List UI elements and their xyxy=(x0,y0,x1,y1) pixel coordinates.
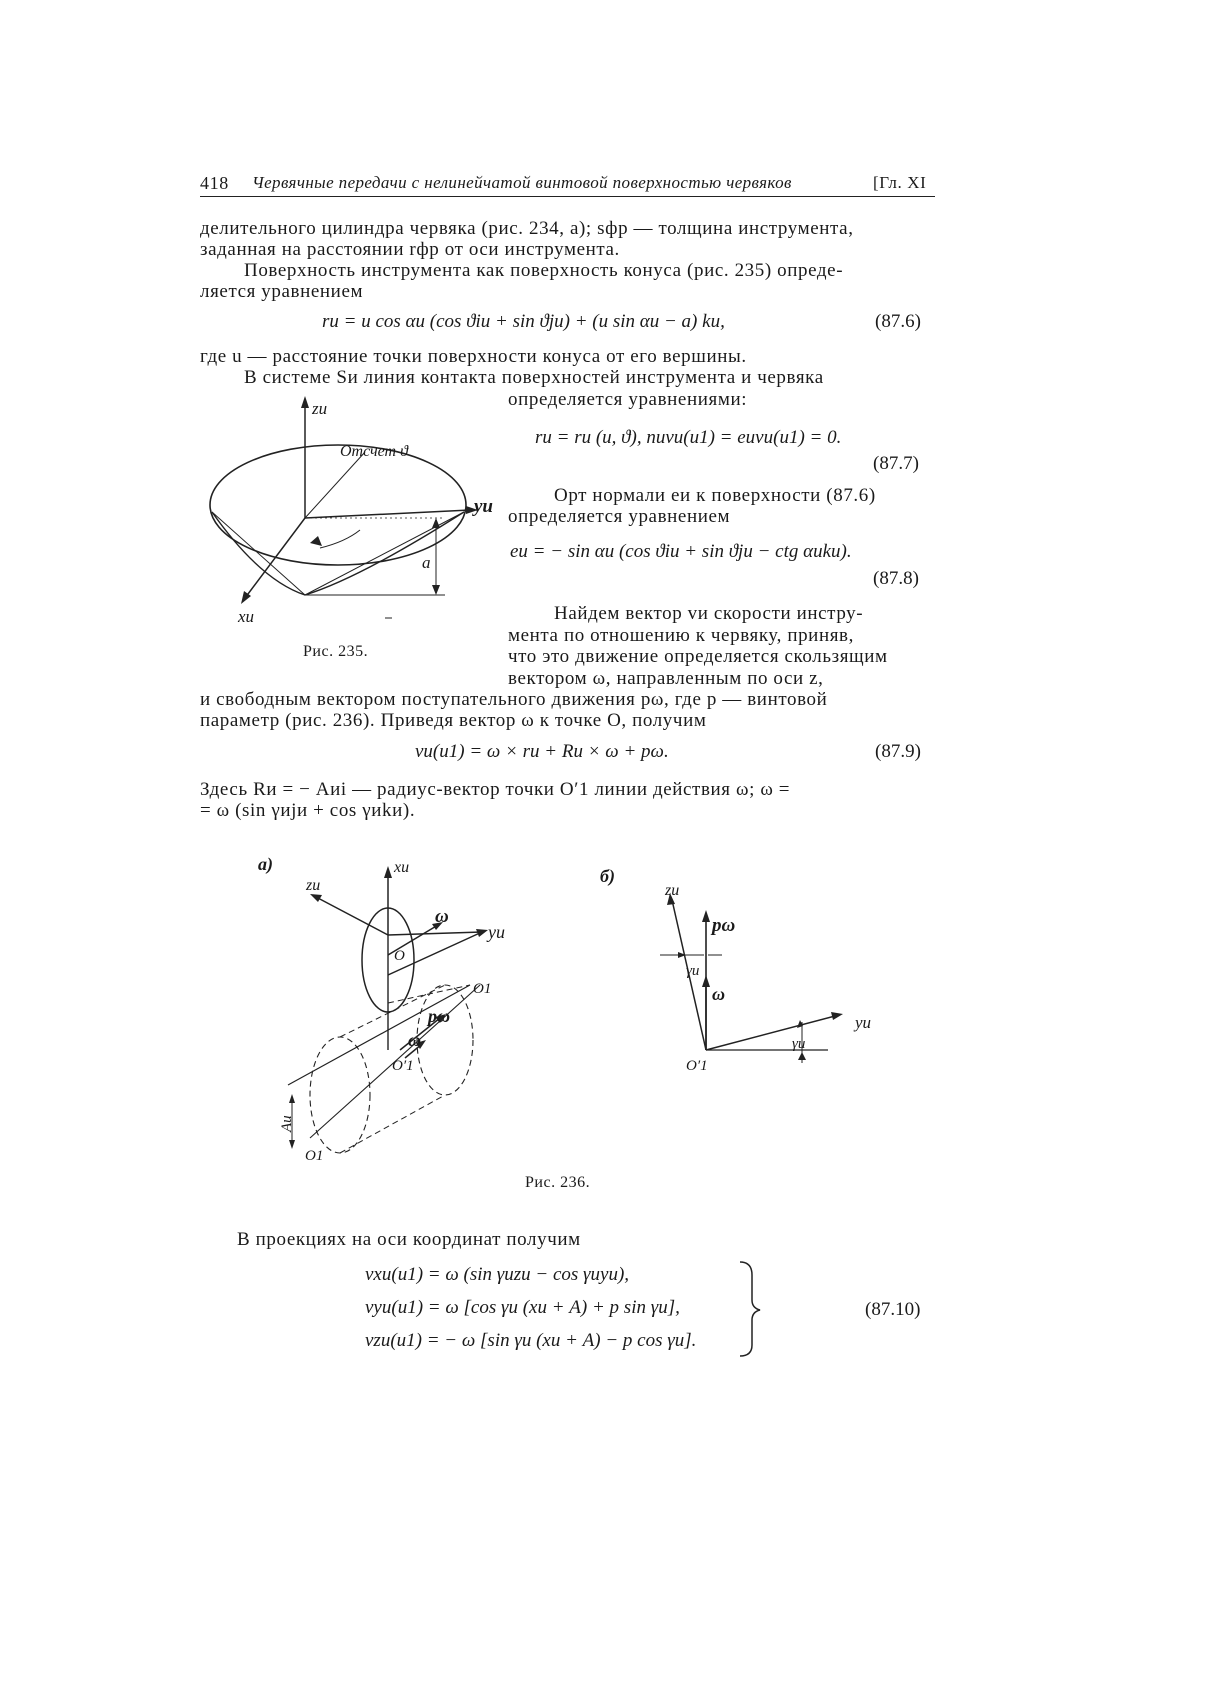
fig236-b-z: zи xyxy=(665,882,680,899)
fig236-a-A: Aи xyxy=(279,1115,295,1132)
fig236-a-O1p: O′1 xyxy=(392,1058,414,1074)
equation-87-6: rи = u cos αи (cos ϑiи + sin ϑjи) + (u sin αи − a) kи, xyxy=(322,311,725,332)
fig235-label-angle: Отсчет ϑ xyxy=(340,443,408,460)
fig236-a-x: xи xyxy=(394,859,410,876)
paragraph-line: Найдем вектор vи скорости инстру- xyxy=(554,603,864,624)
chapter-label: [Гл. XI xyxy=(873,173,927,192)
paragraph-line: Орт нормали eи к поверхности (87.6) xyxy=(554,485,876,506)
paragraph-line: = ω (sin γиjи + cos γиkи). xyxy=(200,800,416,821)
paragraph-line: делительного цилиндра червяка (рис. 234, а); sфр — толщина инструмента, xyxy=(200,218,854,239)
paragraph-line: параметр (рис. 236). Приведя вектор ω к точке O, получим xyxy=(200,710,707,731)
paragraph-line: вектором ω, направленным по оси z, xyxy=(508,668,824,689)
equation-87-10-line-3: vzи(и1) = − ω [sin γи (xи + A) − p cos γи]. xyxy=(365,1330,697,1351)
fig236-panel-a: а) xyxy=(258,854,273,874)
equation-number: (87.7) xyxy=(873,453,919,474)
fig236-a-pomega: pω xyxy=(428,1006,451,1026)
fig236-a-y: yи xyxy=(488,922,505,942)
fig236-a-z: zи xyxy=(306,877,321,894)
equation-number: (87.10) xyxy=(865,1299,921,1320)
fig236-b-gamma1: γи xyxy=(686,963,700,979)
fig236-a-omega: ω xyxy=(435,906,449,927)
fig236-b-y: yи xyxy=(855,1013,872,1032)
paragraph-line: ляется уравнением xyxy=(200,281,364,302)
fig236-b-O1: O′1 xyxy=(686,1058,708,1074)
equation-number: (87.8) xyxy=(873,568,919,589)
fig236-b-gamma2: γи xyxy=(792,1036,806,1052)
equation-number: (87.9) xyxy=(875,741,921,762)
paragraph-line: что это движение определяется скользящим xyxy=(508,646,888,667)
figure-236-caption: Рис. 236. xyxy=(525,1174,591,1191)
fig235-label-a: a xyxy=(422,553,431,572)
figure-235-caption: Рис. 235. xyxy=(303,643,369,660)
fig236-b-omega: ω xyxy=(712,984,726,1004)
running-title: Червячные передачи с нелинейчатой винтовой поверхностью червяков xyxy=(252,173,792,192)
paragraph-line: определяется уравнением xyxy=(508,506,731,527)
paragraph-line: заданная на расстоянии rфр от оси инструмента. xyxy=(200,239,620,260)
paragraph-line: Поверхность инструмента как поверхность конуса (рис. 235) опреде- xyxy=(244,260,844,281)
paragraph-line: где u — расстояние точки поверхности конуса от его вершины. xyxy=(200,346,747,367)
equation-87-7: rи = rи (u, ϑ), nиvи(и1) = eиvи(и1) = 0. xyxy=(535,427,842,448)
paragraph-line: определяется уравнениями: xyxy=(508,389,748,410)
paragraph-line: Здесь Rи = − Aиi — радиус-вектор точки O′1 линии действия ω; ω = xyxy=(200,779,791,800)
fig235-label-z: zи xyxy=(312,399,328,418)
fig235-label-y: yи xyxy=(474,496,493,517)
equation-87-8: eи = − sin αи (cos ϑiи + sin ϑjи − ctg αиkи). xyxy=(510,541,852,562)
paragraph-line: и свободным вектором поступательного движения pω, где p — винтовой xyxy=(200,689,828,710)
equation-87-10-line-2: vyи(и1) = ω [cos γи (xи + A) + p sin γи], xyxy=(365,1297,680,1318)
equation-87-9: vи(и1) = ω × rи + Rи × ω + pω. xyxy=(415,741,669,762)
fig236-b-pomega: pω xyxy=(712,915,736,936)
paragraph-line: мента по отношению к червяку, приняв, xyxy=(508,625,854,646)
paragraph-line: В системе Sи линия контакта поверхностей инструмента и червяка xyxy=(244,367,824,388)
page-number: 418 xyxy=(200,173,229,193)
fig236-a-O1b: O1 xyxy=(305,1148,324,1164)
fig236-panel-b: б) xyxy=(600,866,615,886)
equation-87-10-line-1: vxи(и1) = ω (sin γиzи − cos γиyи), xyxy=(365,1264,630,1285)
fig236-a-omega2: ω xyxy=(408,1030,422,1050)
equation-number: (87.6) xyxy=(875,311,921,332)
fig236-a-O: O xyxy=(394,948,405,964)
fig235-label-x: xи xyxy=(238,607,255,626)
paragraph-line: В проекциях на оси координат получим xyxy=(237,1229,581,1250)
fig236-a-O1: O1 xyxy=(473,981,492,997)
